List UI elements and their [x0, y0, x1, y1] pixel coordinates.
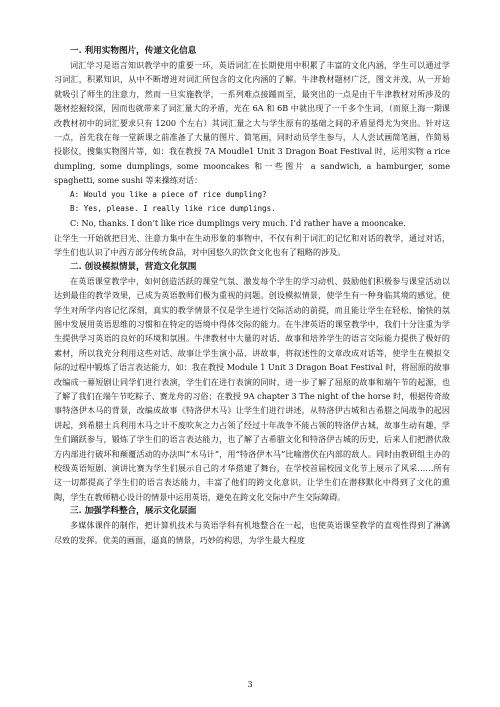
section-1-closing: 让学生一开始就把目光、注意力集中在生动形象的事物中，不仅有利于词汇的记忆和对话的教学，通过对话，学生们也认识了中西方部分传统食品，对中国悠久的饮食文化也有了粗略的涉及。: [54, 232, 450, 258]
page-number: 3: [247, 680, 253, 689]
dialogue-line-b: B: Yes, please. I really like rice dumplings.: [70, 204, 276, 214]
dialogue-line-a: A: Would you like a piece of rice dumpling?: [70, 189, 267, 199]
dialogue-line-c: C: No, thanks. I don’t like rice dumplings very much. I’d rather have a mooncake.: [70, 218, 406, 229]
section-2-paragraph: 在英语课堂教学中，如何创造活跃的课堂气氛、激发每个学生的学习动机、鼓励他们积极参与课堂活动以达到最佳的教学效果，已成为英语教师们极为重视的问题。创设模拟情景，使学生有一种身临其境的感觉，使学生对所学内容记忆深刻，真实的教学情景不仅是学生进行交际活动的前提，而且能让学生在轻松、愉快的氛围中发展用英语思维的习惯和在特定的语境中得体交际的能力。在牛津英语的课堂教学中，我们十分注重为学生提供学习英语的良好的环境和氛围。牛津教材中大量的对话、故事和培养学生的语言交际能力提供了极好的素材，所以我充分利用这些对话、故事让学生演小品、讲故事，将叙述性的文章改成对话等，使学生在模拟交际的过程中锻炼了语言表达能力，如：我在教授 Module 1 Unit 3 Dragon Boat Festival 时，将屈原的故事改编成一幕短剧让同学们进行表演，学生们在进行表演的同时，进一步了解了屈原的故事和端午节的起源，也了解了我们在端午节吃粽子、赛龙舟的习俗；在教授 9A chapter 3 The night of the horse 时，根据传奇故事特洛伊木马的背景，改编成故事《特洛伊木马》让学生们进行讲述，从特洛伊古城和古希腊之间战争的起因讲起，到希腊士兵利用木马之计不废吹灰之力占领了经过十年战争不能占领的特洛伊古城，故事生动有趣，学生们踊跃参与，锻炼了学生们的语言表达能力，也了解了古希腊文化和特洛伊古城的历史，后来人们把潜伏敌方内部进行破坏和颠覆活动的办法叫“木马计”，用“特洛伊木马”比喻潜伏在内部的敌人。同时由教研组主办的校级英语短剧、演讲比赛为学生们展示自己的才华搭建了舞台，在学校首届校园文化节上展示了风采……所有这一切都提高了学生们的语言表达能力，丰富了他们的跨文化意识，让学生们在潜移默化中得到了文化的熏陶，学生在教师精心设计的情景中运用英语，避免在跨文化交际中产生交际障碍。: [54, 275, 450, 502]
section-heading-1: 一. 利用实物图片，传递文化信息: [70, 46, 197, 56]
section-3-paragraph: 多媒体课件的制作，把计算机技术与英语学科有机地整合在一起，也使英语课堂教学的直观性得到了淋漓尽致的发挥。优美的画面，逼真的情景，巧妙的构思，为学生最大程度: [54, 520, 450, 545]
section-1-paragraph: 词汇学习是语言知识教学中的重要一环，英语词汇在长期使用中积累了丰富的文化内涵，学生可以通过学习词汇，积累知识，从中不断增进对词汇所包含的文化内涵的了解。牛津教材题材广泛，图文并茂，从一开始就吸引了师生的注意力，然而一旦实施教学，一系列难点接踵而至，最突出的一点是由于牛津教材对所涉及的题材挖掘较深，因而也就带来了词汇量大的矛盾，光在 6A 和 6B 中就出现了一千多个生词，（而原上海一期课改教材初中的词汇要求只有 1200 个左右）其词汇量之大与学生原有的基础之间的矛盾显得尤为突出。针对这一点，首先我在每一堂新课之前准备了大量的图片、简笔画，同时动员学生参与，人人尝试画简笔画，作简易投影仪，搜集实物图片等，如：我在教授 7A Moudle1 Unit 3 Dragon Boat Festival 时，运用实物 a rice dumpling, some dumplings, some mooncakes 和一些图片 a sandwich, a hamburger, some spaghetti, some sushi 等来操练对话：: [54, 60, 450, 186]
section-heading-2: 二. 创设模拟情景，营造文化氛围: [70, 261, 197, 272]
section-heading-3: 三. 加强学科整合，展示文化层面: [70, 506, 197, 517]
document-body: [54, 44, 450, 547]
